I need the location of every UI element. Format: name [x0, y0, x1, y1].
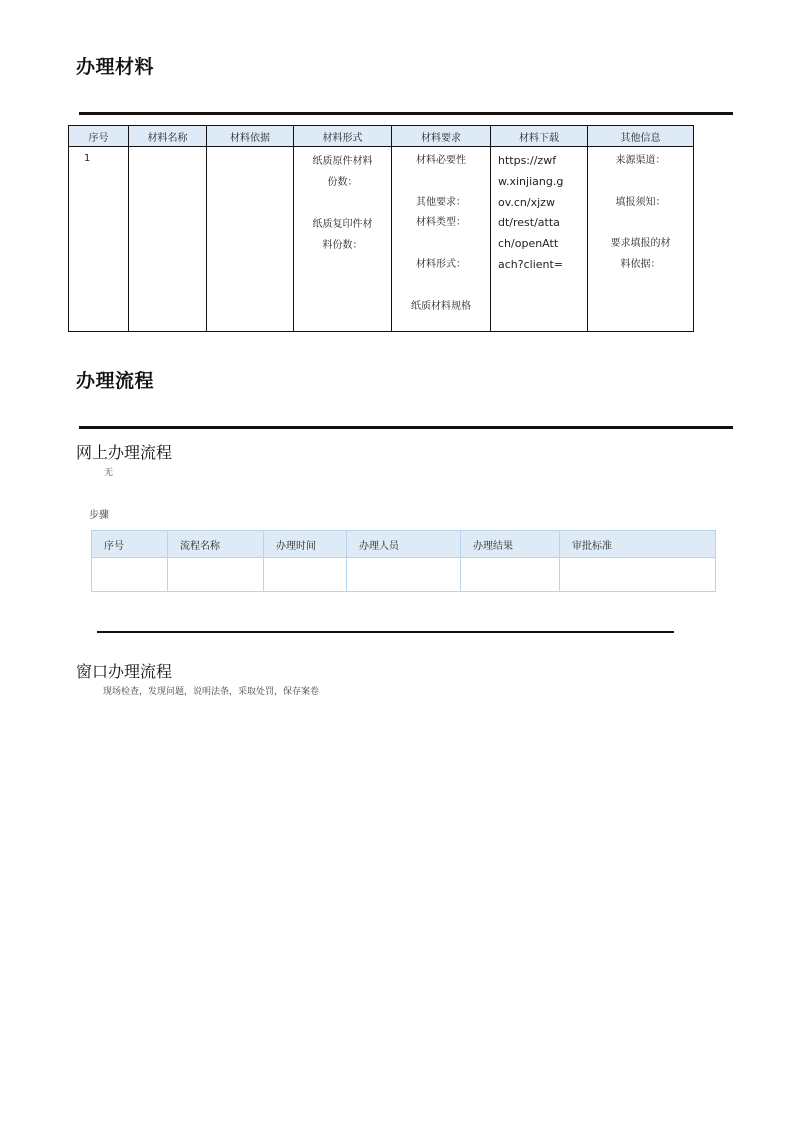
other-line [591, 172, 690, 193]
window-divider [97, 631, 674, 633]
materials-title: 办理材料 [76, 56, 155, 78]
steps-header-person: 办理人员 [347, 531, 461, 558]
col-header-name: 材料名称 [129, 126, 207, 147]
other-line: 填报须知： [615, 196, 666, 208]
materials-table [68, 125, 694, 332]
steps-header-time: 办理时间 [264, 531, 347, 558]
form-line: 纸质原件材料 [312, 156, 373, 167]
col-header-form: 材料形式 [294, 126, 392, 147]
steps-header-result: 办理结果 [461, 531, 560, 558]
materials-divider [79, 112, 733, 115]
online-process-title: 网上办理流程 [76, 443, 173, 462]
steps-table [91, 530, 716, 592]
requirement-line: 其他要求： [416, 196, 466, 208]
table-row [69, 147, 694, 332]
requirement-line: 材料形式： [416, 258, 466, 270]
window-process-title: 窗口办理流程 [76, 662, 173, 681]
form-line: 份数： [327, 177, 358, 188]
steps-cell [92, 558, 168, 592]
steps-cell [461, 558, 560, 592]
download-link-line[interactable]: ov.cn/xjzw [498, 195, 555, 209]
steps-cell [168, 558, 264, 592]
steps-label: 步骤 [89, 510, 109, 521]
other-line: 要求填报的材 [610, 238, 671, 250]
download-link-line[interactable]: ach?client= [498, 257, 564, 271]
form-line: 料份数： [322, 240, 363, 251]
steps-cell [264, 558, 347, 592]
requirement-line [395, 172, 487, 193]
steps-header-index: 序号 [92, 531, 168, 558]
row-index: 1 [84, 153, 91, 164]
form-line [297, 193, 388, 214]
requirement-line [395, 276, 487, 297]
other-line: 料依据： [620, 258, 661, 270]
cell-basis [207, 147, 294, 332]
other-line: 来源渠道： [615, 155, 666, 166]
other-line [591, 213, 690, 234]
process-title: 办理流程 [76, 370, 155, 392]
requirement-line: 材料类型： [416, 217, 466, 229]
cell-requirement [392, 147, 491, 332]
col-header-index: 序号 [69, 126, 129, 147]
cell-name [129, 147, 207, 332]
requirement-line: 材料必要性 [416, 155, 466, 166]
steps-cell [347, 558, 461, 592]
col-header-download: 材料下载 [491, 126, 588, 147]
cell-other [588, 147, 694, 332]
steps-cell [560, 558, 716, 592]
window-process-description: 现场检查，发现问题，说明法条，采取处罚，保存案卷 [103, 687, 320, 697]
process-divider [79, 426, 733, 429]
download-link-line[interactable]: w.xinjiang.g [498, 174, 564, 188]
col-header-other: 其他信息 [588, 126, 694, 147]
download-link-line[interactable]: ch/openAtt [498, 237, 559, 251]
steps-header-row [92, 531, 716, 558]
cell-form [294, 147, 392, 332]
cell-download [491, 147, 588, 332]
requirement-line: 纸质材料规格 [411, 300, 471, 312]
materials-header-row [69, 126, 694, 147]
steps-header-name: 流程名称 [168, 531, 264, 558]
col-header-basis: 材料依据 [207, 126, 294, 147]
online-process-value: 无 [104, 468, 114, 478]
requirement-line [395, 234, 487, 255]
cell-index [69, 147, 129, 332]
table-row [92, 558, 716, 592]
download-link-line[interactable]: https://zwf [498, 154, 557, 167]
col-header-requirement: 材料要求 [392, 126, 491, 147]
form-line: 纸质复印件材 [312, 219, 373, 230]
steps-header-standard: 审批标准 [560, 531, 716, 558]
download-link-line[interactable]: dt/rest/atta [498, 216, 560, 230]
